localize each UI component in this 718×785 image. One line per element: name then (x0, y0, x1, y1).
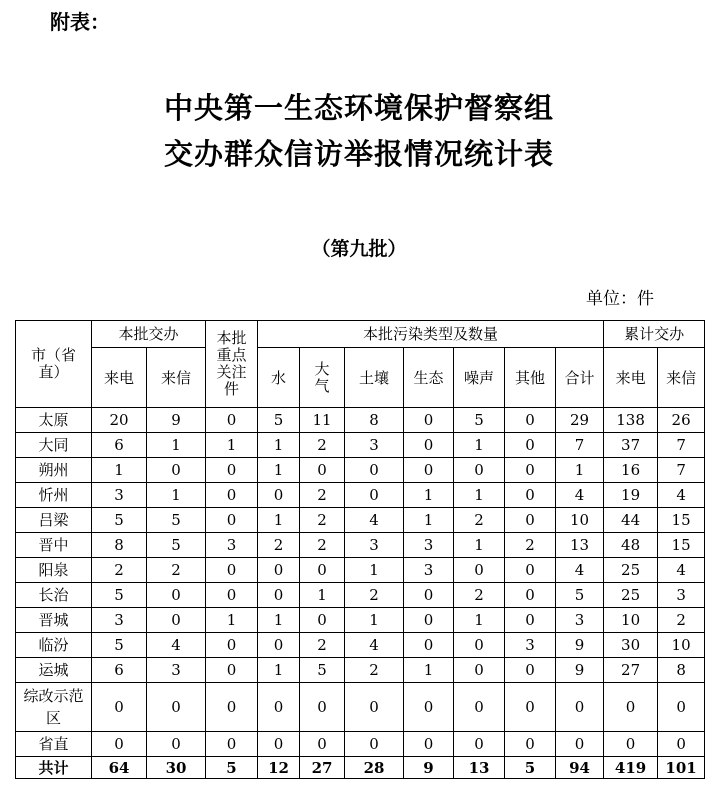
total-row (16, 757, 705, 779)
unit-label: 单位：件 (586, 289, 654, 309)
value-cell: 1 (404, 508, 454, 533)
value-cell: 0 (404, 683, 454, 732)
value-cell: 94 (556, 757, 604, 779)
value-cell: 12 (258, 757, 300, 779)
value-cell: 5 (454, 408, 505, 433)
table-row (16, 508, 705, 533)
value-cell: 0 (604, 732, 658, 757)
value-cell: 7 (658, 458, 705, 483)
value-cell: 6 (92, 658, 147, 683)
value-cell: 0 (258, 483, 300, 508)
value-cell: 4 (556, 558, 604, 583)
value-cell: 1 (345, 608, 404, 633)
value-cell: 20 (92, 408, 147, 433)
value-cell: 9 (404, 757, 454, 779)
value-cell: 1 (147, 483, 206, 508)
value-cell: 0 (404, 633, 454, 658)
value-cell: 5 (92, 633, 147, 658)
title-line-2: 交办群众信访举报情况统计表 (163, 137, 554, 171)
city-cell: 太原 (16, 408, 92, 433)
value-cell: 3 (556, 608, 604, 633)
value-cell: 13 (556, 533, 604, 558)
header-other: 其他 (505, 348, 556, 408)
value-cell: 1 (454, 483, 505, 508)
value-cell: 0 (92, 683, 147, 732)
value-cell: 9 (147, 408, 206, 433)
value-cell: 0 (147, 732, 206, 757)
header-air: 大气 (300, 348, 345, 408)
value-cell: 7 (556, 433, 604, 458)
value-cell: 0 (300, 732, 345, 757)
value-cell: 1 (206, 608, 258, 633)
value-cell: 0 (404, 583, 454, 608)
value-cell: 1 (404, 483, 454, 508)
value-cell: 1 (556, 458, 604, 483)
header-letter: 来信 (147, 348, 206, 408)
value-cell: 2 (658, 608, 705, 633)
value-cell: 7 (658, 433, 705, 458)
value-cell: 5 (258, 408, 300, 433)
value-cell: 29 (556, 408, 604, 433)
value-cell: 4 (556, 483, 604, 508)
value-cell: 4 (345, 633, 404, 658)
value-cell: 16 (604, 458, 658, 483)
value-cell: 0 (345, 458, 404, 483)
table-row (16, 533, 705, 558)
value-cell: 0 (505, 508, 556, 533)
header-pollution: 本批污染类型及数量 (258, 321, 604, 348)
value-cell: 15 (658, 533, 705, 558)
value-cell: 3 (505, 633, 556, 658)
value-cell: 9 (556, 658, 604, 683)
value-cell: 0 (147, 458, 206, 483)
value-cell: 0 (404, 458, 454, 483)
value-cell: 0 (556, 683, 604, 732)
value-cell: 30 (604, 633, 658, 658)
value-cell: 10 (658, 633, 705, 658)
value-cell: 25 (604, 558, 658, 583)
value-cell: 3 (147, 658, 206, 683)
value-cell: 15 (658, 508, 705, 533)
table-row (16, 658, 705, 683)
value-cell: 4 (658, 483, 705, 508)
header-subtotal: 合计 (556, 348, 604, 408)
value-cell: 0 (505, 433, 556, 458)
city-cell: 运城 (16, 658, 92, 683)
value-cell: 5 (300, 658, 345, 683)
value-cell: 25 (604, 583, 658, 608)
city-cell: 晋城 (16, 608, 92, 633)
city-cell: 大同 (16, 433, 92, 458)
value-cell: 1 (206, 433, 258, 458)
value-cell: 0 (206, 633, 258, 658)
value-cell: 0 (147, 683, 206, 732)
value-cell: 0 (454, 658, 505, 683)
value-cell: 3 (92, 483, 147, 508)
value-cell: 2 (258, 533, 300, 558)
value-cell: 0 (345, 683, 404, 732)
value-cell: 9 (556, 633, 604, 658)
value-cell: 48 (604, 533, 658, 558)
batch-label: （第九批） (311, 238, 407, 260)
value-cell: 10 (604, 608, 658, 633)
value-cell: 2 (345, 658, 404, 683)
value-cell: 1 (258, 658, 300, 683)
value-cell: 3 (404, 533, 454, 558)
value-cell: 2 (300, 533, 345, 558)
value-cell: 0 (258, 732, 300, 757)
value-cell: 1 (258, 608, 300, 633)
value-cell: 0 (206, 583, 258, 608)
value-cell: 10 (556, 508, 604, 533)
value-cell: 0 (206, 558, 258, 583)
value-cell: 27 (300, 757, 345, 779)
value-cell: 0 (206, 683, 258, 732)
value-cell: 0 (404, 732, 454, 757)
value-cell: 4 (345, 508, 404, 533)
value-cell: 0 (345, 732, 404, 757)
value-cell: 8 (345, 408, 404, 433)
value-cell: 13 (454, 757, 505, 779)
value-cell: 2 (300, 508, 345, 533)
value-cell: 0 (404, 433, 454, 458)
value-cell: 0 (505, 483, 556, 508)
value-cell: 0 (505, 608, 556, 633)
value-cell: 30 (147, 757, 206, 779)
value-cell: 1 (454, 533, 505, 558)
value-cell: 0 (404, 408, 454, 433)
value-cell: 0 (206, 458, 258, 483)
value-cell: 0 (206, 508, 258, 533)
table-row (16, 558, 705, 583)
value-cell: 3 (345, 533, 404, 558)
value-cell: 64 (92, 757, 147, 779)
value-cell: 3 (92, 608, 147, 633)
value-cell: 37 (604, 433, 658, 458)
table-row (16, 433, 705, 458)
value-cell: 0 (505, 458, 556, 483)
value-cell: 0 (658, 732, 705, 757)
value-cell: 1 (300, 583, 345, 608)
table-row (16, 608, 705, 633)
value-cell: 0 (206, 483, 258, 508)
value-cell: 0 (658, 683, 705, 732)
value-cell: 1 (454, 608, 505, 633)
value-cell: 1 (345, 558, 404, 583)
value-cell: 1 (147, 433, 206, 458)
city-cell: 吕梁 (16, 508, 92, 533)
value-cell: 2 (300, 633, 345, 658)
value-cell: 0 (505, 683, 556, 732)
value-cell: 0 (404, 608, 454, 633)
value-cell: 0 (206, 658, 258, 683)
statistics-table (15, 320, 705, 779)
value-cell: 0 (147, 608, 206, 633)
value-cell: 4 (658, 558, 705, 583)
value-cell: 44 (604, 508, 658, 533)
header-water: 水 (258, 348, 300, 408)
header-soil: 土壤 (345, 348, 404, 408)
value-cell: 0 (556, 732, 604, 757)
value-cell: 1 (92, 458, 147, 483)
value-cell: 0 (300, 558, 345, 583)
table-row (16, 408, 705, 433)
value-cell: 2 (92, 558, 147, 583)
value-cell: 1 (258, 433, 300, 458)
header-cum-phone: 来电 (604, 348, 658, 408)
value-cell: 0 (454, 732, 505, 757)
value-cell: 0 (300, 608, 345, 633)
value-cell: 0 (505, 408, 556, 433)
table-row (16, 633, 705, 658)
value-cell: 11 (300, 408, 345, 433)
value-cell: 0 (258, 583, 300, 608)
value-cell: 0 (454, 458, 505, 483)
value-cell: 3 (658, 583, 705, 608)
header-key-focus: 本批重点关注件 (206, 321, 258, 408)
city-cell: 朔州 (16, 458, 92, 483)
table-row (16, 583, 705, 608)
value-cell: 8 (658, 658, 705, 683)
header-cum-letter: 来信 (658, 348, 705, 408)
table-row (16, 458, 705, 483)
value-cell: 0 (258, 683, 300, 732)
value-cell: 101 (658, 757, 705, 779)
value-cell: 0 (454, 683, 505, 732)
value-cell: 419 (604, 757, 658, 779)
value-cell: 0 (258, 633, 300, 658)
value-cell: 5 (556, 583, 604, 608)
value-cell: 0 (92, 732, 147, 757)
table-row (16, 683, 705, 732)
city-cell: 共计 (16, 757, 92, 779)
header-noise: 噪声 (454, 348, 505, 408)
city-cell: 忻州 (16, 483, 92, 508)
value-cell: 0 (505, 558, 556, 583)
value-cell: 0 (300, 683, 345, 732)
value-cell: 2 (454, 583, 505, 608)
value-cell: 3 (345, 433, 404, 458)
value-cell: 2 (505, 533, 556, 558)
value-cell: 0 (454, 558, 505, 583)
value-cell: 2 (454, 508, 505, 533)
value-cell: 1 (258, 458, 300, 483)
value-cell: 2 (300, 483, 345, 508)
value-cell: 6 (92, 433, 147, 458)
city-cell: 晋中 (16, 533, 92, 558)
value-cell: 1 (258, 508, 300, 533)
header-city: 市（省直） (16, 321, 92, 408)
value-cell: 0 (505, 732, 556, 757)
value-cell: 0 (300, 458, 345, 483)
value-cell: 2 (345, 583, 404, 608)
table-row (16, 732, 705, 757)
city-cell: 长治 (16, 583, 92, 608)
value-cell: 5 (92, 508, 147, 533)
value-cell: 8 (92, 533, 147, 558)
value-cell: 27 (604, 658, 658, 683)
value-cell: 5 (505, 757, 556, 779)
header-ecology: 生态 (404, 348, 454, 408)
value-cell: 5 (92, 583, 147, 608)
header-cumulative: 累计交办 (604, 321, 705, 348)
city-cell: 临汾 (16, 633, 92, 658)
value-cell: 5 (147, 508, 206, 533)
value-cell: 3 (404, 558, 454, 583)
value-cell: 0 (206, 732, 258, 757)
value-cell: 2 (147, 558, 206, 583)
city-cell: 综改示范区 (16, 683, 92, 732)
value-cell: 0 (147, 583, 206, 608)
value-cell: 0 (604, 683, 658, 732)
value-cell: 0 (505, 583, 556, 608)
appendix-label: 附表： (50, 10, 110, 34)
value-cell: 4 (147, 633, 206, 658)
value-cell: 28 (345, 757, 404, 779)
value-cell: 0 (454, 633, 505, 658)
value-cell: 5 (206, 757, 258, 779)
header-phone: 来电 (92, 348, 147, 408)
value-cell: 0 (345, 483, 404, 508)
table-row (16, 483, 705, 508)
value-cell: 0 (258, 558, 300, 583)
value-cell: 0 (505, 658, 556, 683)
value-cell: 0 (206, 408, 258, 433)
value-cell: 2 (300, 433, 345, 458)
value-cell: 1 (454, 433, 505, 458)
value-cell: 5 (147, 533, 206, 558)
value-cell: 138 (604, 408, 658, 433)
value-cell: 19 (604, 483, 658, 508)
value-cell: 1 (404, 658, 454, 683)
value-cell: 26 (658, 408, 705, 433)
value-cell: 3 (206, 533, 258, 558)
city-cell: 阳泉 (16, 558, 92, 583)
header-current-batch: 本批交办 (92, 321, 206, 348)
title-line-1: 中央第一生态环境保护督察组 (163, 91, 554, 125)
city-cell: 省直 (16, 732, 92, 757)
